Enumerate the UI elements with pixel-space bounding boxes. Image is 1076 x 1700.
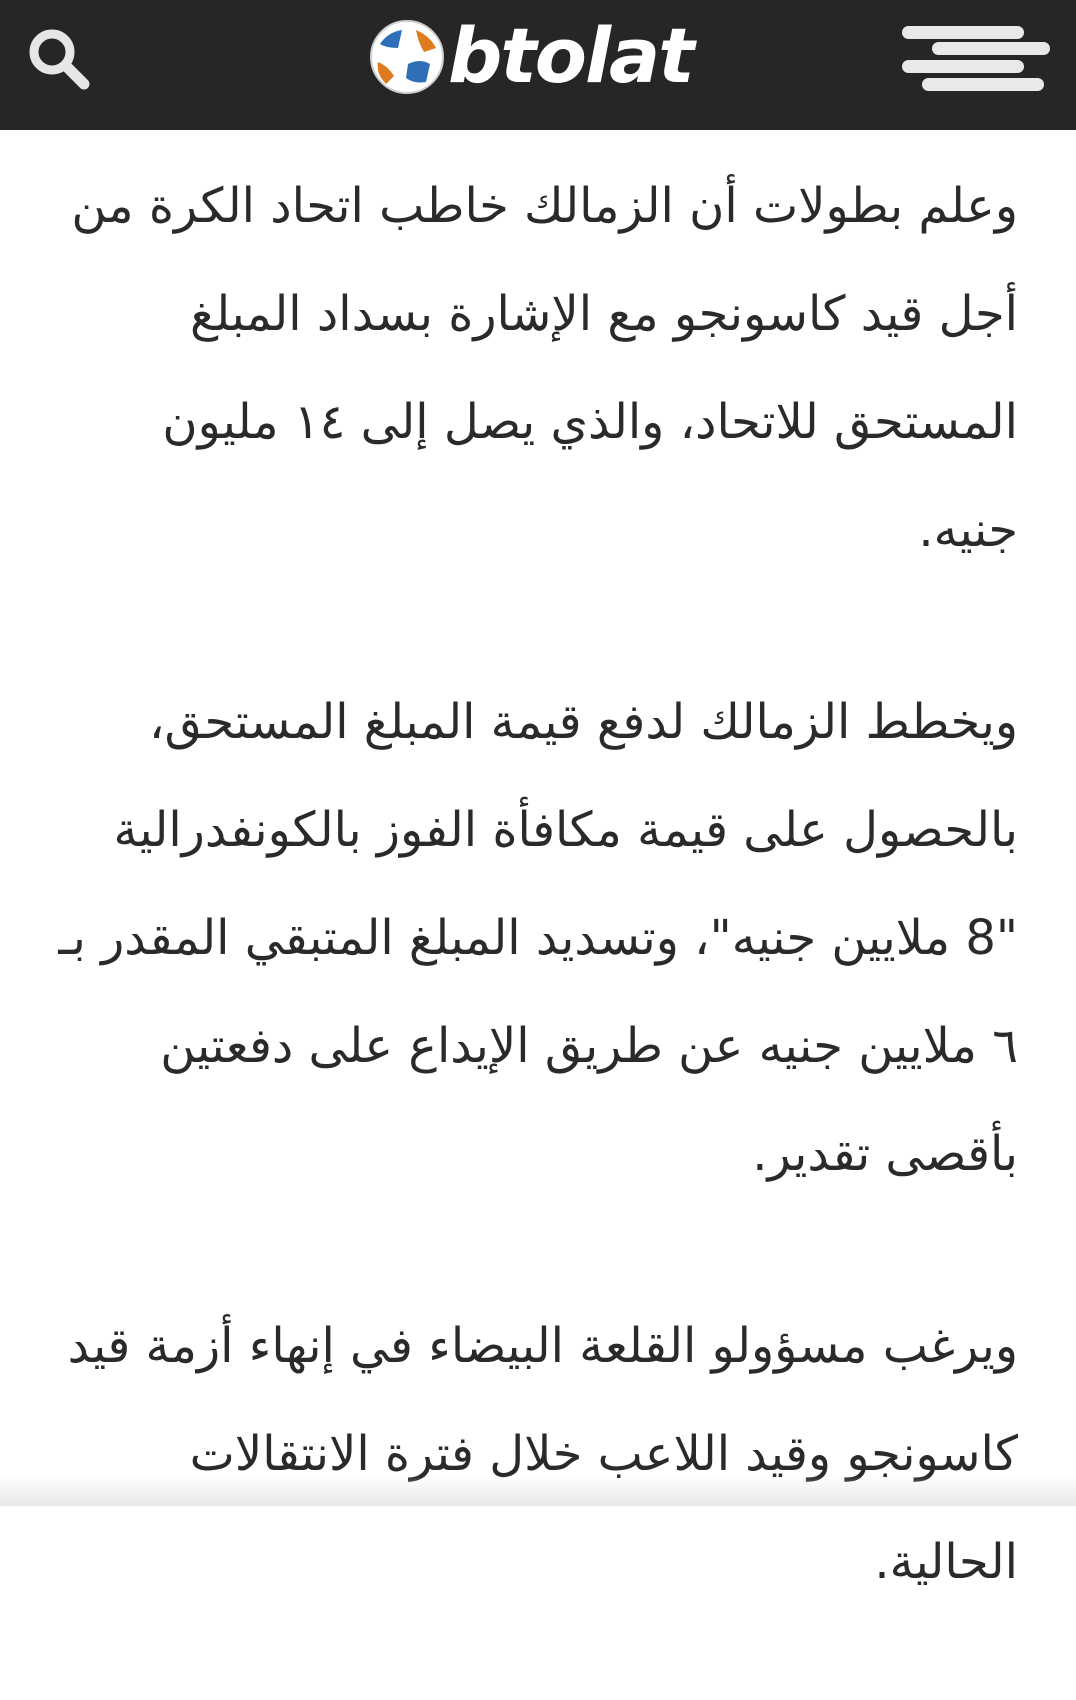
article-body [58,152,1018,1700]
search-button[interactable] [22,22,98,98]
football-logo-icon [368,18,446,96]
logo-text: btolat [448,8,693,104]
site-logo[interactable] [368,12,718,102]
article-paragraph-1: وعلم بطولات أن الزمالك خاطب اتحاد الكرة من أجل قيد كاسونجو مع الإشارة بسداد المبلغ المستحق للاتحاد، والذي يصل إلى ١٤ مليون جنيه. [58,152,1018,584]
scroll-fade [0,1476,1076,1506]
search-icon [22,22,98,98]
site-header [0,0,1076,130]
menu-button[interactable] [898,20,1054,98]
article-paragraph-3: ويرغب مسؤولو القلعة البيضاء في إنهاء أزمة قيد كاسونجو وقيد اللاعب خلال فترة الانتقالات الحالية. [58,1292,1018,1616]
article-paragraph-2: ويخطط الزمالك لدفع قيمة المبلغ المستحق، بالحصول على قيمة مكافأة الفوز بالكونفدرالية "8 ملايين جنيه"، وتسديد المبلغ المتبقي المقدر بـ ٦ ملايين جنيه عن طريق الإيداع على دفعتين بأقصى تقدير. [58,668,1018,1208]
hamburger-menu-icon [898,20,1054,98]
